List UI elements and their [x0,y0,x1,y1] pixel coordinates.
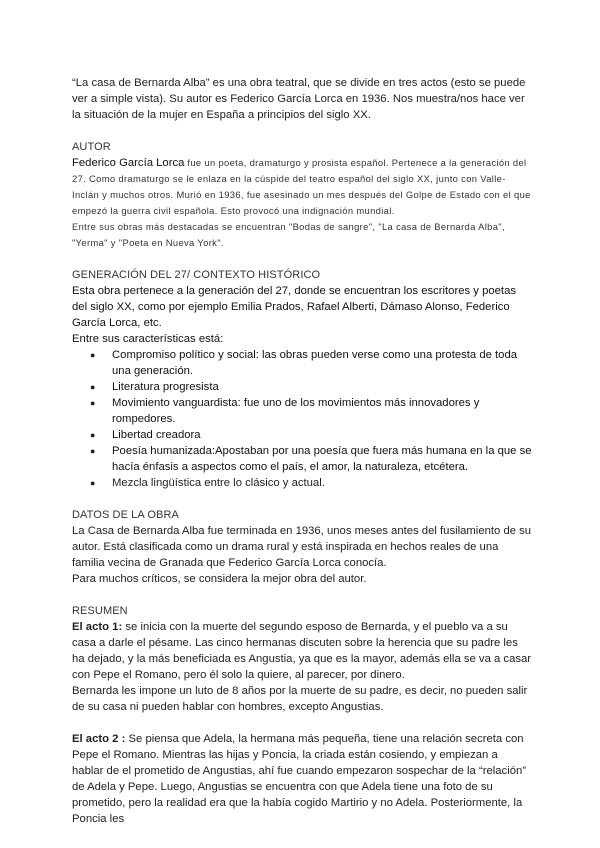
characteristics-list [72,347,532,491]
autor-bio-text: fue un poeta, dramaturgo y prosista español. Pertenece a la generación del 27. Como dramaturgo se le enlaza en la cúspide del teatro español del siglo XX, junto con Valle-Inclán y muchos otros. Murió en 1936, fue asesinado un mes después del Golpe de Estado con el que empezó la guerra civil española. Esto provocó una indignación mundial. [72,157,531,216]
list-item: ● Compromiso político y social: las obras pueden verse como una protesta de toda una generación. [112,347,532,379]
acto1-label: El acto 1: [72,621,123,633]
acto2-paragraph [72,731,532,827]
generacion-text: Esta obra pertenece a la generación del 27, donde se encuentran los escritores y poetas del siglo XX, como por ejemplo Emilia Prados, Rafael Alberti, Dámaso Alonso, Federico García Lorca, etc. [72,285,517,329]
datos-heading: DATOS DE LA OBRA [72,509,179,521]
resumen-heading: RESUMEN [72,605,128,617]
autor-name: Federico García Lorca [72,157,185,169]
acto1-paragraph-2: Bernarda les impone un luto de 8 años por la muerte de su padre, es decir, no pueden salir de su casa ni pueden hablar con hombres, excepto Angustias. [72,685,528,713]
generacion-heading: GENERACIÓN DEL 27/ CONTEXTO HISTÓRICO [72,269,321,281]
datos-text: La Casa de Bernarda Alba fue terminada en 1936, unos meses antes del fusilamiento de su autor. Está clasificada como un drama rural y está inspirada en hechos reales de una familia vecina de Granada que Federico García Lorca conocía. [72,525,532,569]
list-item: ● Literatura progresista [112,379,532,395]
autor-works: Entre sus obras más destacadas se encuentran "Bodas de sangre", "La casa de Bernarda Alba", "Yerma" y "Poeta en Nueva York". [72,221,505,248]
acto2-label: El acto 2 : [72,733,126,745]
acto1-text: se inicia con la muerte del segundo esposo de Bernarda, y el pueblo va a su casa a darle el pésame. Las cinco hermanas discuten sobre la herencia que su padre les ha dejado, y la más beneficiada es Angustia, ya que es la mayor, además ella se va a casar con Pepe el Romano, pero él solo la quiere, al parecer, por dinero. [72,621,532,681]
list-item: ● Poesía humanizada:Apostaban por una poesía que fuera más humana en la que se hacía énfasis a aspectos como el país, el amor, la naturaleza, etcétera. [112,443,532,475]
list-item: ● Movimiento vanguardista: fue uno de los movimientos más innovadores y rompedores. [112,395,532,427]
autor-bio [72,155,532,219]
autor-heading: AUTOR [72,141,111,153]
characteristics-intro: Entre sus características está: [72,333,224,345]
document-body [72,75,532,827]
datos-text-2: Para muchos críticos, se considera la mejor obra del autor. [72,573,367,585]
intro-paragraph: “La casa de Bernarda Alba” es una obra teatral, que se divide en tres actos (esto se puede ver a simple vista). Su autor es Federico García Lorca en 1936. Nos muestra/nos hace ver la situación de la mujer en España a principios del siglo XX. [72,77,526,121]
list-item: ● Mezcla lingüística entre lo clásico y actual. [112,475,532,491]
list-item: ● Libertad creadora [112,427,532,443]
acto2-text: Se piensa que Adela, la hermana más pequeña, tiene una relación secreta con Pepe el Romano. Mientras las hijas y Poncia, la criada están cosiendo, y empiezan a hablar de el prometido de Angustias, ahí fue cuando empezaron sospechar de la “relación” de Adela y Pepe. Luego, Angustias se encuentra con que Adela tiene una foto de su prometido, pero la realidad era que la había cogido Martirio y no Adela. Posteriormente, la Poncia les [72,733,527,825]
acto1-paragraph [72,619,532,683]
